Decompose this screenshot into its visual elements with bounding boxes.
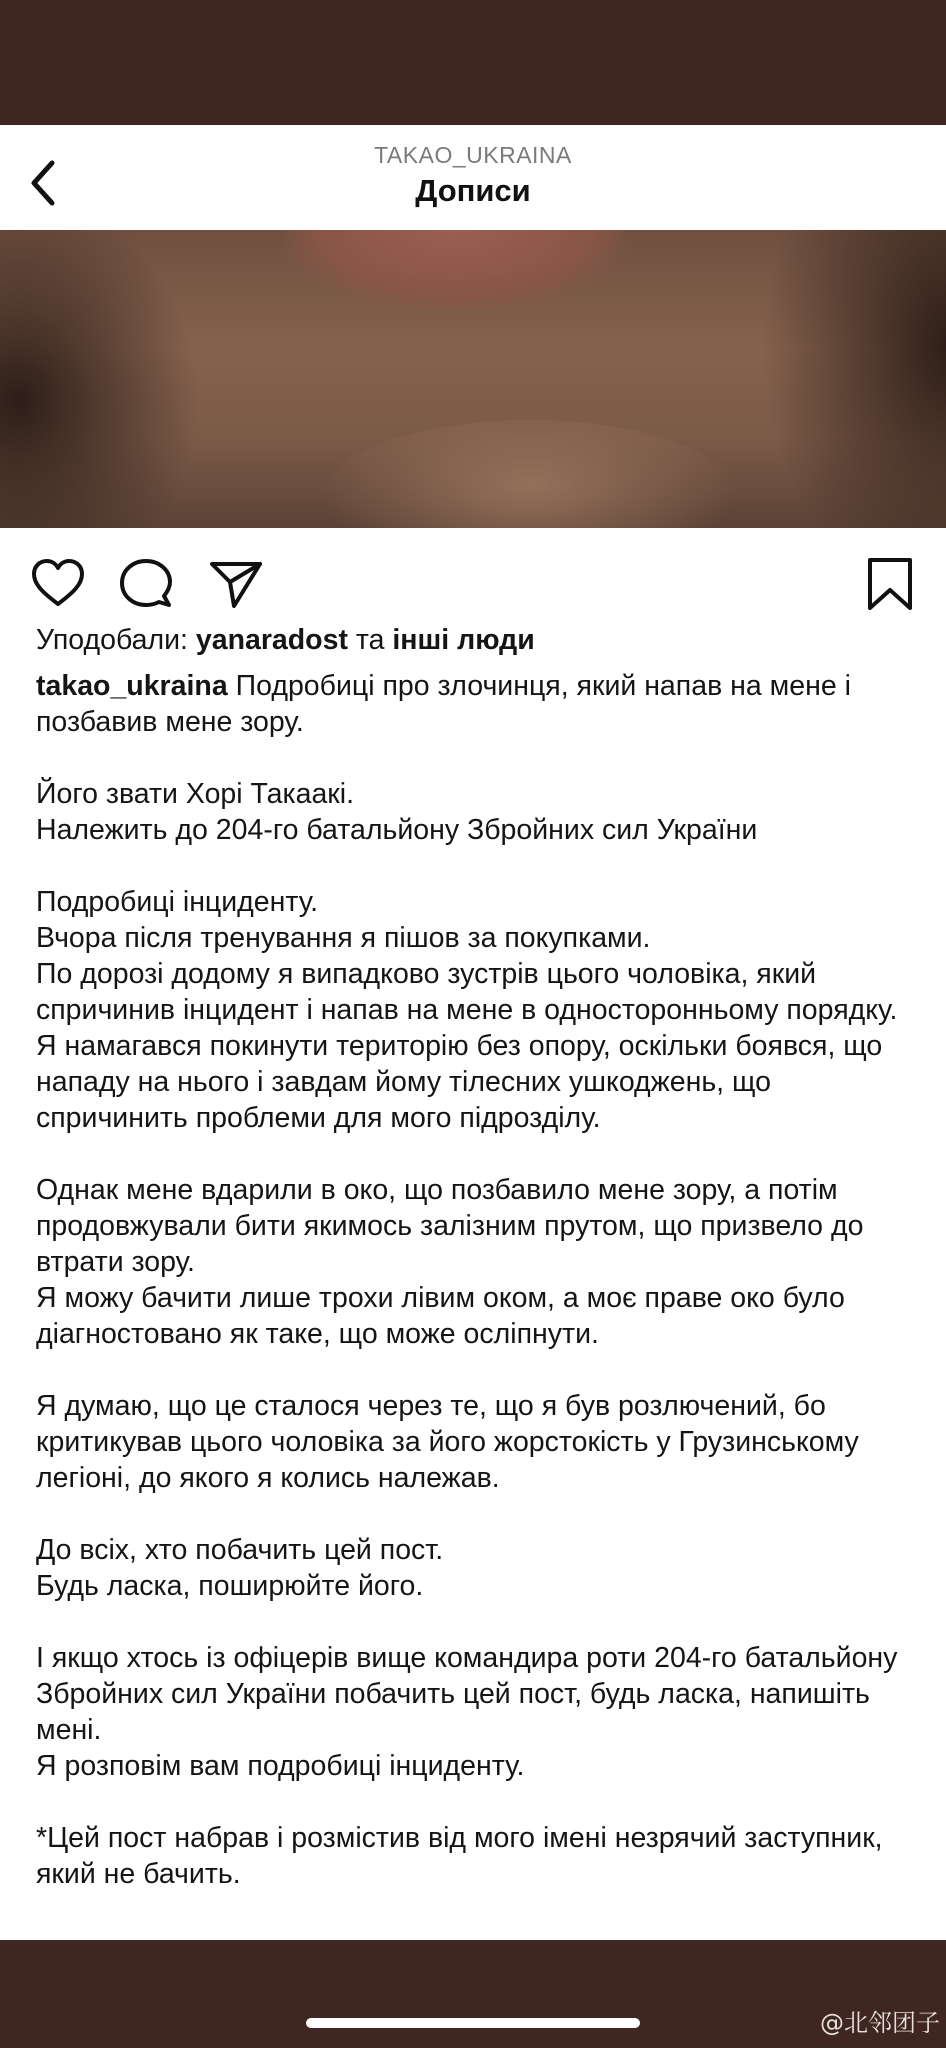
- caption-paragraph: Його звати Хорі Такаакі. Належить до 204-го батальйону Збройних сил України: [36, 778, 758, 846]
- likes-others-link[interactable]: інші люди: [392, 624, 535, 656]
- page-title: Дописи: [415, 173, 531, 208]
- likes-conjunction: та: [355, 624, 385, 656]
- caption-paragraph: До всіх, хто побачить цей пост. Будь ласка, поширюйте його.: [36, 1534, 444, 1602]
- bookmark-icon: [862, 556, 918, 612]
- heart-icon: [30, 556, 86, 612]
- caption-paragraph: І якщо хтось із офіцерів вище командира роти 204-го батальйону Збройних сил України побачить цей пост, будь ласка, напишіть мені. Я розповім вам подробиці інциденту.: [36, 1642, 898, 1782]
- post-action-bar: [0, 528, 946, 628]
- account-username-header: TAKAO_UKRAINA: [374, 142, 572, 168]
- paper-plane-icon: [208, 556, 264, 612]
- liked-by-username[interactable]: yanaradost: [195, 624, 348, 656]
- instagram-post-screen: [0, 125, 946, 1940]
- caption-author[interactable]: takao_ukraina: [36, 670, 228, 702]
- likes-label: Уподобали:: [36, 624, 188, 656]
- caption-first-text: Подробиці про злочинця, який напав на мене і позбавив мене зору.: [36, 670, 851, 738]
- caption-paragraph: Подробиці інциденту. Вчора після тренування я пішов за покупками. По дорозі додому я випадково зустрів цього чоловіка, який спричинив інцидент і напав на мене в односторонньому порядку. Я намагався покинути територію без опору, оскільки боявся, що нападу на нього і завдам йому тілесних ушкоджень, що спричинить проблеми для мого підрозділу.: [36, 886, 898, 1134]
- comment-button[interactable]: [118, 556, 174, 612]
- post-caption-area: [36, 622, 916, 1892]
- post-photo[interactable]: [0, 230, 946, 528]
- caption-first: [36, 668, 916, 740]
- nav-bar: [0, 125, 946, 230]
- share-button[interactable]: [208, 556, 264, 612]
- likes-summary: [36, 622, 916, 658]
- top-frame-band: [0, 0, 946, 125]
- caption-paragraph: Однак мене вдарили в око, що позбавило мене зору, а потім продовжували бити якимось залізним прутом, що призвело до втрати зору. Я можу бачити лише трохи лівим оком, а моє праве око було діагностовано як таке, що може осліпнути.: [36, 1174, 864, 1350]
- like-button[interactable]: [30, 556, 86, 612]
- home-indicator[interactable]: [306, 2018, 640, 2028]
- watermark: @北邻团子: [820, 2009, 940, 2037]
- caption-paragraph: *Цей пост набрав і розмістив від мого імені незрячий заступник, який не бачить.: [36, 1822, 883, 1890]
- caption-paragraph: Я думаю, що це сталося через те, що я був розлючений, бо критикував цього чоловіка за його жорстокість у Грузинському легіоні, до якого я колись належав.: [36, 1390, 859, 1494]
- save-button[interactable]: [862, 556, 918, 612]
- comment-bubble-icon: [118, 556, 174, 612]
